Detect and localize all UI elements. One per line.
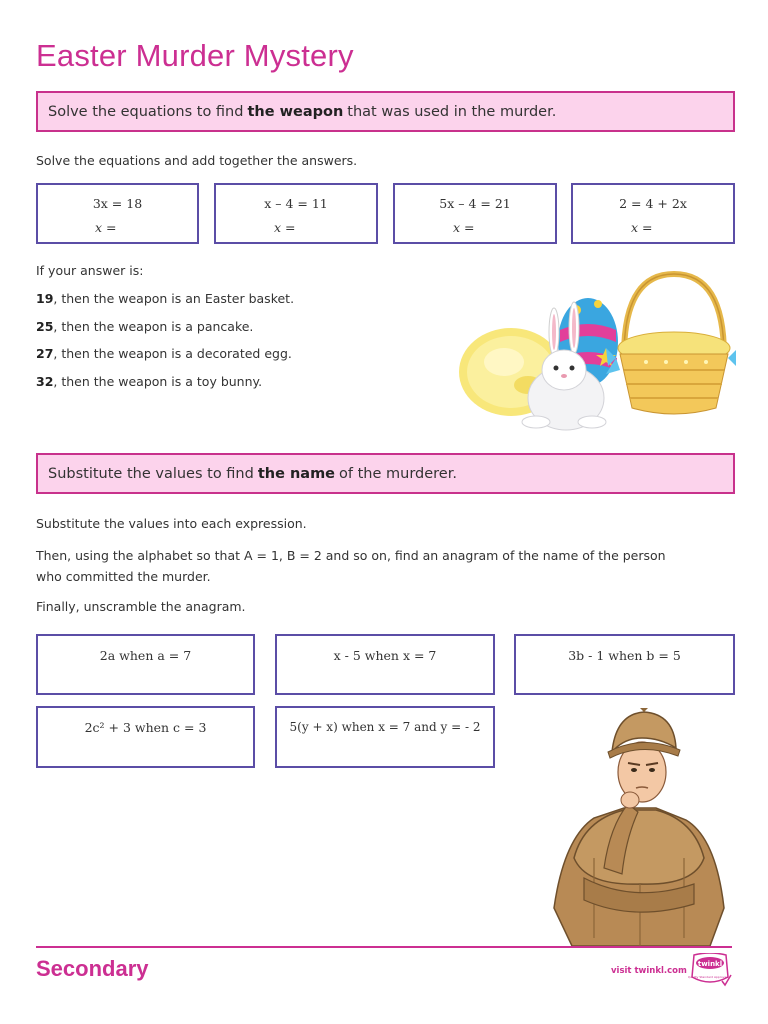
alphabet-instruction-line2: who committed the murder. <box>36 569 211 584</box>
badge-brand-text: twinkl <box>697 960 723 968</box>
section-weapon-bold: the weapon <box>247 103 344 120</box>
detective-illustration <box>544 708 730 946</box>
equation-answer-label: x = <box>95 220 117 235</box>
equation-text: x – 4 = 11 <box>264 196 328 211</box>
equation-box[interactable] <box>214 183 378 244</box>
expression-box[interactable] <box>275 634 495 695</box>
expression-text: 2a when a = 7 <box>99 648 192 663</box>
easter-basket-icon <box>606 274 736 414</box>
alphabet-instruction-line1: Then, using the alphabet so that A = 1, B = 2 and so on, find an anagram of the name of the person <box>36 548 666 563</box>
section-name-bold: the name <box>257 465 336 482</box>
section-name-post: of the murderer. <box>339 465 457 482</box>
expression-box[interactable] <box>36 634 255 695</box>
equation-answer-label: x = <box>631 220 653 235</box>
equation-answer-label: x = <box>274 220 296 235</box>
section-weapon-post: that was used in the murder. <box>347 103 557 120</box>
equation-text: 2 = 4 + 2x <box>619 196 687 211</box>
answer-number: 25 <box>36 319 54 334</box>
section-name-pre: Substitute the values to find <box>48 465 254 482</box>
equation-box[interactable] <box>393 183 557 244</box>
expression-box[interactable] <box>275 706 495 768</box>
section-weapon-header <box>36 91 735 132</box>
expression-box[interactable] <box>514 634 735 695</box>
equation-box[interactable] <box>36 183 199 244</box>
weapon-instruction: Solve the equations and add together the answers. <box>36 153 358 168</box>
unscramble-instruction: Finally, unscramble the anagram. <box>36 599 246 614</box>
expression-text: 5(y + x) when x = 7 and y = - 2 <box>289 720 481 734</box>
equation-answer-label: x = <box>453 220 475 235</box>
section-name-header <box>36 453 735 494</box>
answer-option <box>36 374 262 389</box>
answer-text: , then the weapon is a decorated egg. <box>53 346 292 361</box>
footer-divider <box>36 946 732 948</box>
answer-text: , then the weapon is an Easter basket. <box>53 291 295 306</box>
answer-number: 32 <box>36 374 54 389</box>
quality-badge-icon <box>688 953 732 989</box>
detective-icon <box>554 708 724 946</box>
substitute-instruction: Substitute the values into each expression. <box>36 516 307 531</box>
answer-text: , then the weapon is a pancake. <box>53 319 254 334</box>
footer-level-label: Secondary <box>36 956 149 981</box>
answer-number: 19 <box>36 291 54 306</box>
equation-text: 3x = 18 <box>92 196 143 211</box>
answer-option <box>36 319 253 334</box>
equation-text: 5x – 4 = 21 <box>439 196 511 211</box>
expression-box[interactable] <box>36 706 255 768</box>
equation-box[interactable] <box>571 183 735 244</box>
expression-text: 2c² + 3 when c = 3 <box>84 720 207 735</box>
answer-option <box>36 291 294 306</box>
footer-website-link[interactable]: visit twinkl.com <box>611 966 687 976</box>
section-weapon-pre: Solve the equations to find <box>48 103 244 120</box>
answer-option <box>36 346 292 361</box>
expression-text: 3b - 1 when b = 5 <box>568 648 681 663</box>
answer-text: , then the weapon is a toy bunny. <box>53 374 263 389</box>
expression-text: x - 5 when x = 7 <box>333 648 437 663</box>
easter-illustration <box>456 270 736 435</box>
badge-sub-text: Quality Standard Approved <box>688 975 729 979</box>
page-title: Easter Murder Mystery <box>36 38 354 73</box>
answer-number: 27 <box>36 346 54 361</box>
if-answer-label: If your answer is: <box>36 263 144 278</box>
